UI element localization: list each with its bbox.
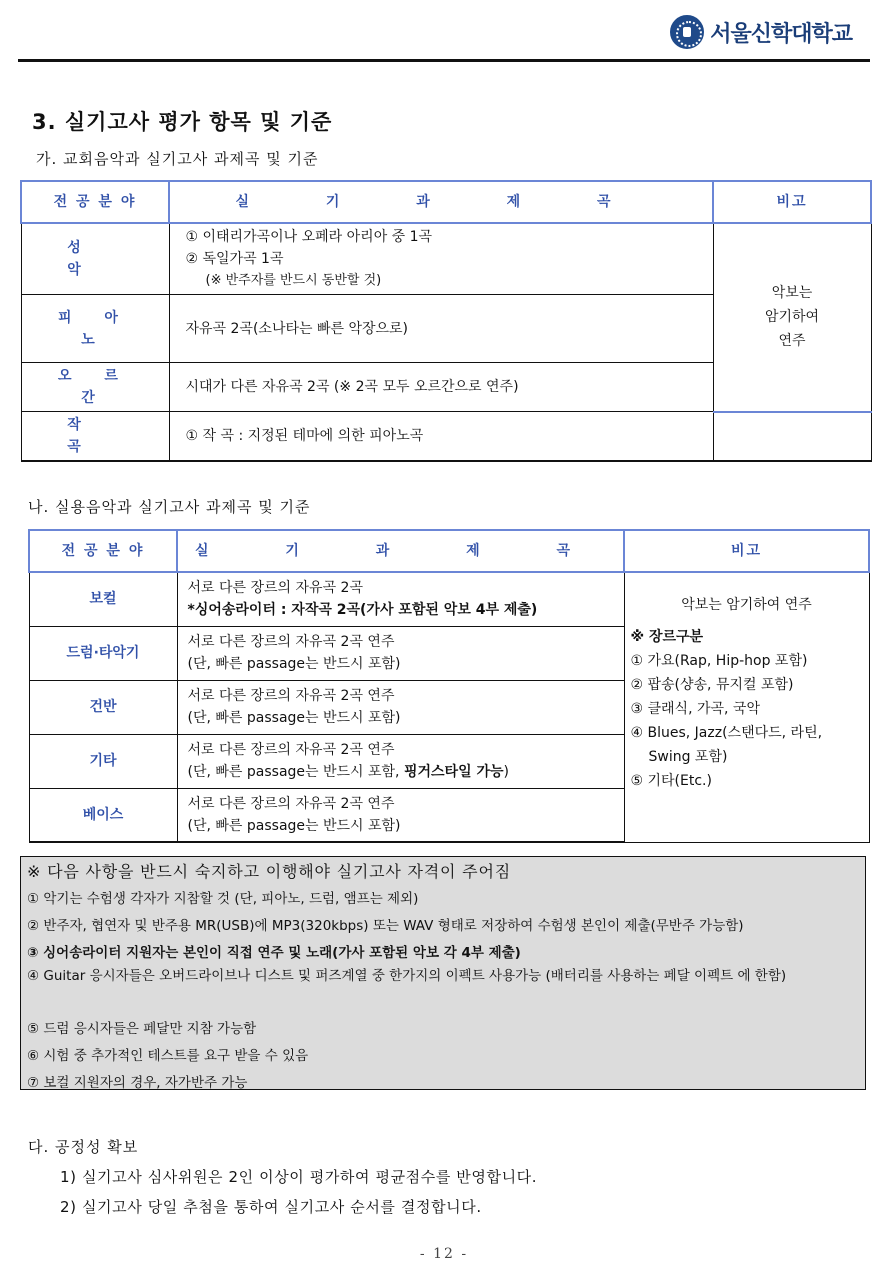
empty-note-cell (713, 412, 871, 462)
task-cell: ① 작 곡 : 지정된 테마에 의한 피아노곡 (169, 412, 713, 462)
header-field: 전 공 분 야 (29, 530, 177, 572)
requirement-item: ⑤ 드럼 응시자들은 페달만 지참 가능함 (27, 1021, 257, 1037)
genre-item: Swing 포함) (648, 749, 728, 765)
task-line: 서로 다른 장르의 자유곡 2곡 연주 (187, 688, 395, 704)
table-row (21, 223, 871, 295)
task-text: (단, 빠른 passage는 반드시 포함, (187, 764, 404, 780)
note-cell (624, 572, 869, 842)
header-task: 실 기 과 제 곡 (169, 181, 713, 223)
logo-text: 서울신학대학교 (710, 21, 852, 47)
note-line: 연주 (778, 333, 806, 350)
task-line: (단, 빠른 passage는 반드시 포함) (187, 656, 401, 672)
field-cell: 보컬 (29, 572, 177, 626)
church-music-table (20, 180, 872, 462)
page-header (18, 0, 870, 62)
subsection-fairness: 다. 공정성 확보 (28, 1138, 139, 1156)
fairness-item: 2) 실기고사 당일 추첨을 통하여 실기고사 순서를 결정합니다. (60, 1198, 482, 1216)
applied-music-table (28, 529, 870, 843)
task-line: 서로 다른 장르의 자유곡 2곡 (187, 580, 363, 597)
university-seal-icon (670, 15, 704, 49)
page-number: - 12 - (419, 1246, 469, 1262)
university-logo (670, 14, 852, 50)
requirements-title: ※ 다음 사항을 반드시 숙지하고 이행해야 실기고사 자격이 주어짐 (27, 862, 511, 881)
note-line: 암기하여 (764, 309, 820, 326)
table-row (21, 412, 871, 462)
table-header-row (29, 530, 869, 572)
task-cell (177, 680, 624, 734)
note-line: 악보는 (771, 285, 813, 302)
task-text-bold: 핑거스타일 가능 (403, 764, 504, 780)
task-line: *싱어송라이터 : 자작곡 2곡(가사 포함된 악보 4부 제출) (187, 602, 538, 619)
header-task: 실 기 과 제 곡 (177, 530, 624, 572)
task-line: ① 이태리가곡이나 오페라 아리아 중 1곡 (185, 229, 433, 245)
requirement-item: ④ Guitar 응시자들은 오버드라이브나 디스트 및 퍼즈계열 중 한가지의 이펙트 사용가능 (배터리를 사용하는 페달 이펙트 에 한함) (27, 968, 787, 984)
task-line: 서로 다른 장르의 자유곡 2곡 연주 (187, 742, 395, 758)
field-cell: 드럼·타악기 (29, 626, 177, 680)
genre-title: ※ 장르구분 (630, 629, 704, 645)
task-line: 서로 다른 장르의 자유곡 2곡 연주 (187, 795, 395, 812)
header-field: 전 공 분 야 (21, 181, 169, 223)
table-row (29, 572, 869, 626)
task-line: (단, 빠른 passage는 반드시 포함) (187, 710, 401, 726)
subsection-church-music: 가. 교회음악과 실기고사 과제곡 및 기준 (36, 150, 319, 168)
task-cell (169, 223, 713, 295)
task-line: (단, 빠른 passage는 반드시 포함) (187, 817, 401, 834)
task-line: 서로 다른 장르의 자유곡 2곡 연주 (187, 634, 395, 650)
task-cell (177, 734, 624, 788)
requirement-item: ③ 싱어송라이터 지원자는 본인이 직접 연주 및 노래(가사 포함된 악보 각 4부 제출) (27, 945, 521, 961)
task-line (188, 761, 614, 783)
field-cell: 성 악 (21, 223, 169, 295)
task-cell: 시대가 다른 자유곡 2곡 (※ 2곡 모두 오르간으로 연주) (169, 363, 713, 412)
genre-item: ② 팝송(샹송, 뮤지컬 포함) (630, 677, 794, 693)
note-cell (713, 223, 871, 412)
genre-item: ③ 클래식, 가곡, 국악 (630, 701, 760, 717)
task-cell (177, 626, 624, 680)
field-cell: 건반 (29, 680, 177, 734)
requirements-box (20, 856, 866, 1090)
header-note: 비고 (713, 181, 871, 223)
field-cell: 작 곡 (21, 412, 169, 462)
requirement-item: ② 반주자, 협연자 및 반주용 MR(USB)에 MP3(320kbps) 또는 WAV 형태로 저장하여 수험생 본인이 제출(무반주 가능함) (27, 918, 744, 934)
task-note: (※ 반주자를 반드시 동반할 것) (205, 273, 382, 288)
task-cell: 자유곡 2곡(소나타는 빠른 악장으로) (169, 295, 713, 363)
task-cell (177, 788, 624, 842)
header-note: 비고 (624, 530, 869, 572)
task-line: ② 독일가곡 1곡 (185, 251, 284, 267)
field-cell: 피 아 노 (21, 295, 169, 363)
task-cell (177, 572, 624, 626)
requirement-item: ⑦ 보컬 지원자의 경우, 자가반주 가능 (27, 1075, 248, 1091)
subsection-applied-music: 나. 실용음악과 실기고사 과제곡 및 기준 (28, 498, 311, 516)
task-text: ) (503, 764, 509, 780)
section-heading: 3. 실기고사 평가 항목 및 기준 (32, 110, 333, 134)
table-header-row (21, 181, 871, 223)
field-cell: 베이스 (29, 788, 177, 842)
requirement-item: ① 악기는 수험생 각자가 지참할 것 (단, 피아노, 드럼, 앰프는 제외) (27, 891, 419, 907)
note-title: 악보는 암기하여 연주 (681, 597, 812, 613)
requirement-item: ⑥ 시험 중 추가적인 테스트를 요구 받을 수 있음 (27, 1048, 309, 1064)
genre-item: ⑤ 기타(Etc.) (630, 773, 712, 789)
fairness-item: 1) 실기고사 심사위원은 2인 이상이 평가하여 평균점수를 반영합니다. (60, 1168, 538, 1186)
genre-item: ④ Blues, Jazz(스탠다드, 라틴, (630, 725, 823, 741)
field-cell: 오 르 간 (21, 363, 169, 412)
field-cell: 기타 (29, 734, 177, 788)
genre-item: ① 가요(Rap, Hip-hop 포함) (630, 653, 808, 669)
